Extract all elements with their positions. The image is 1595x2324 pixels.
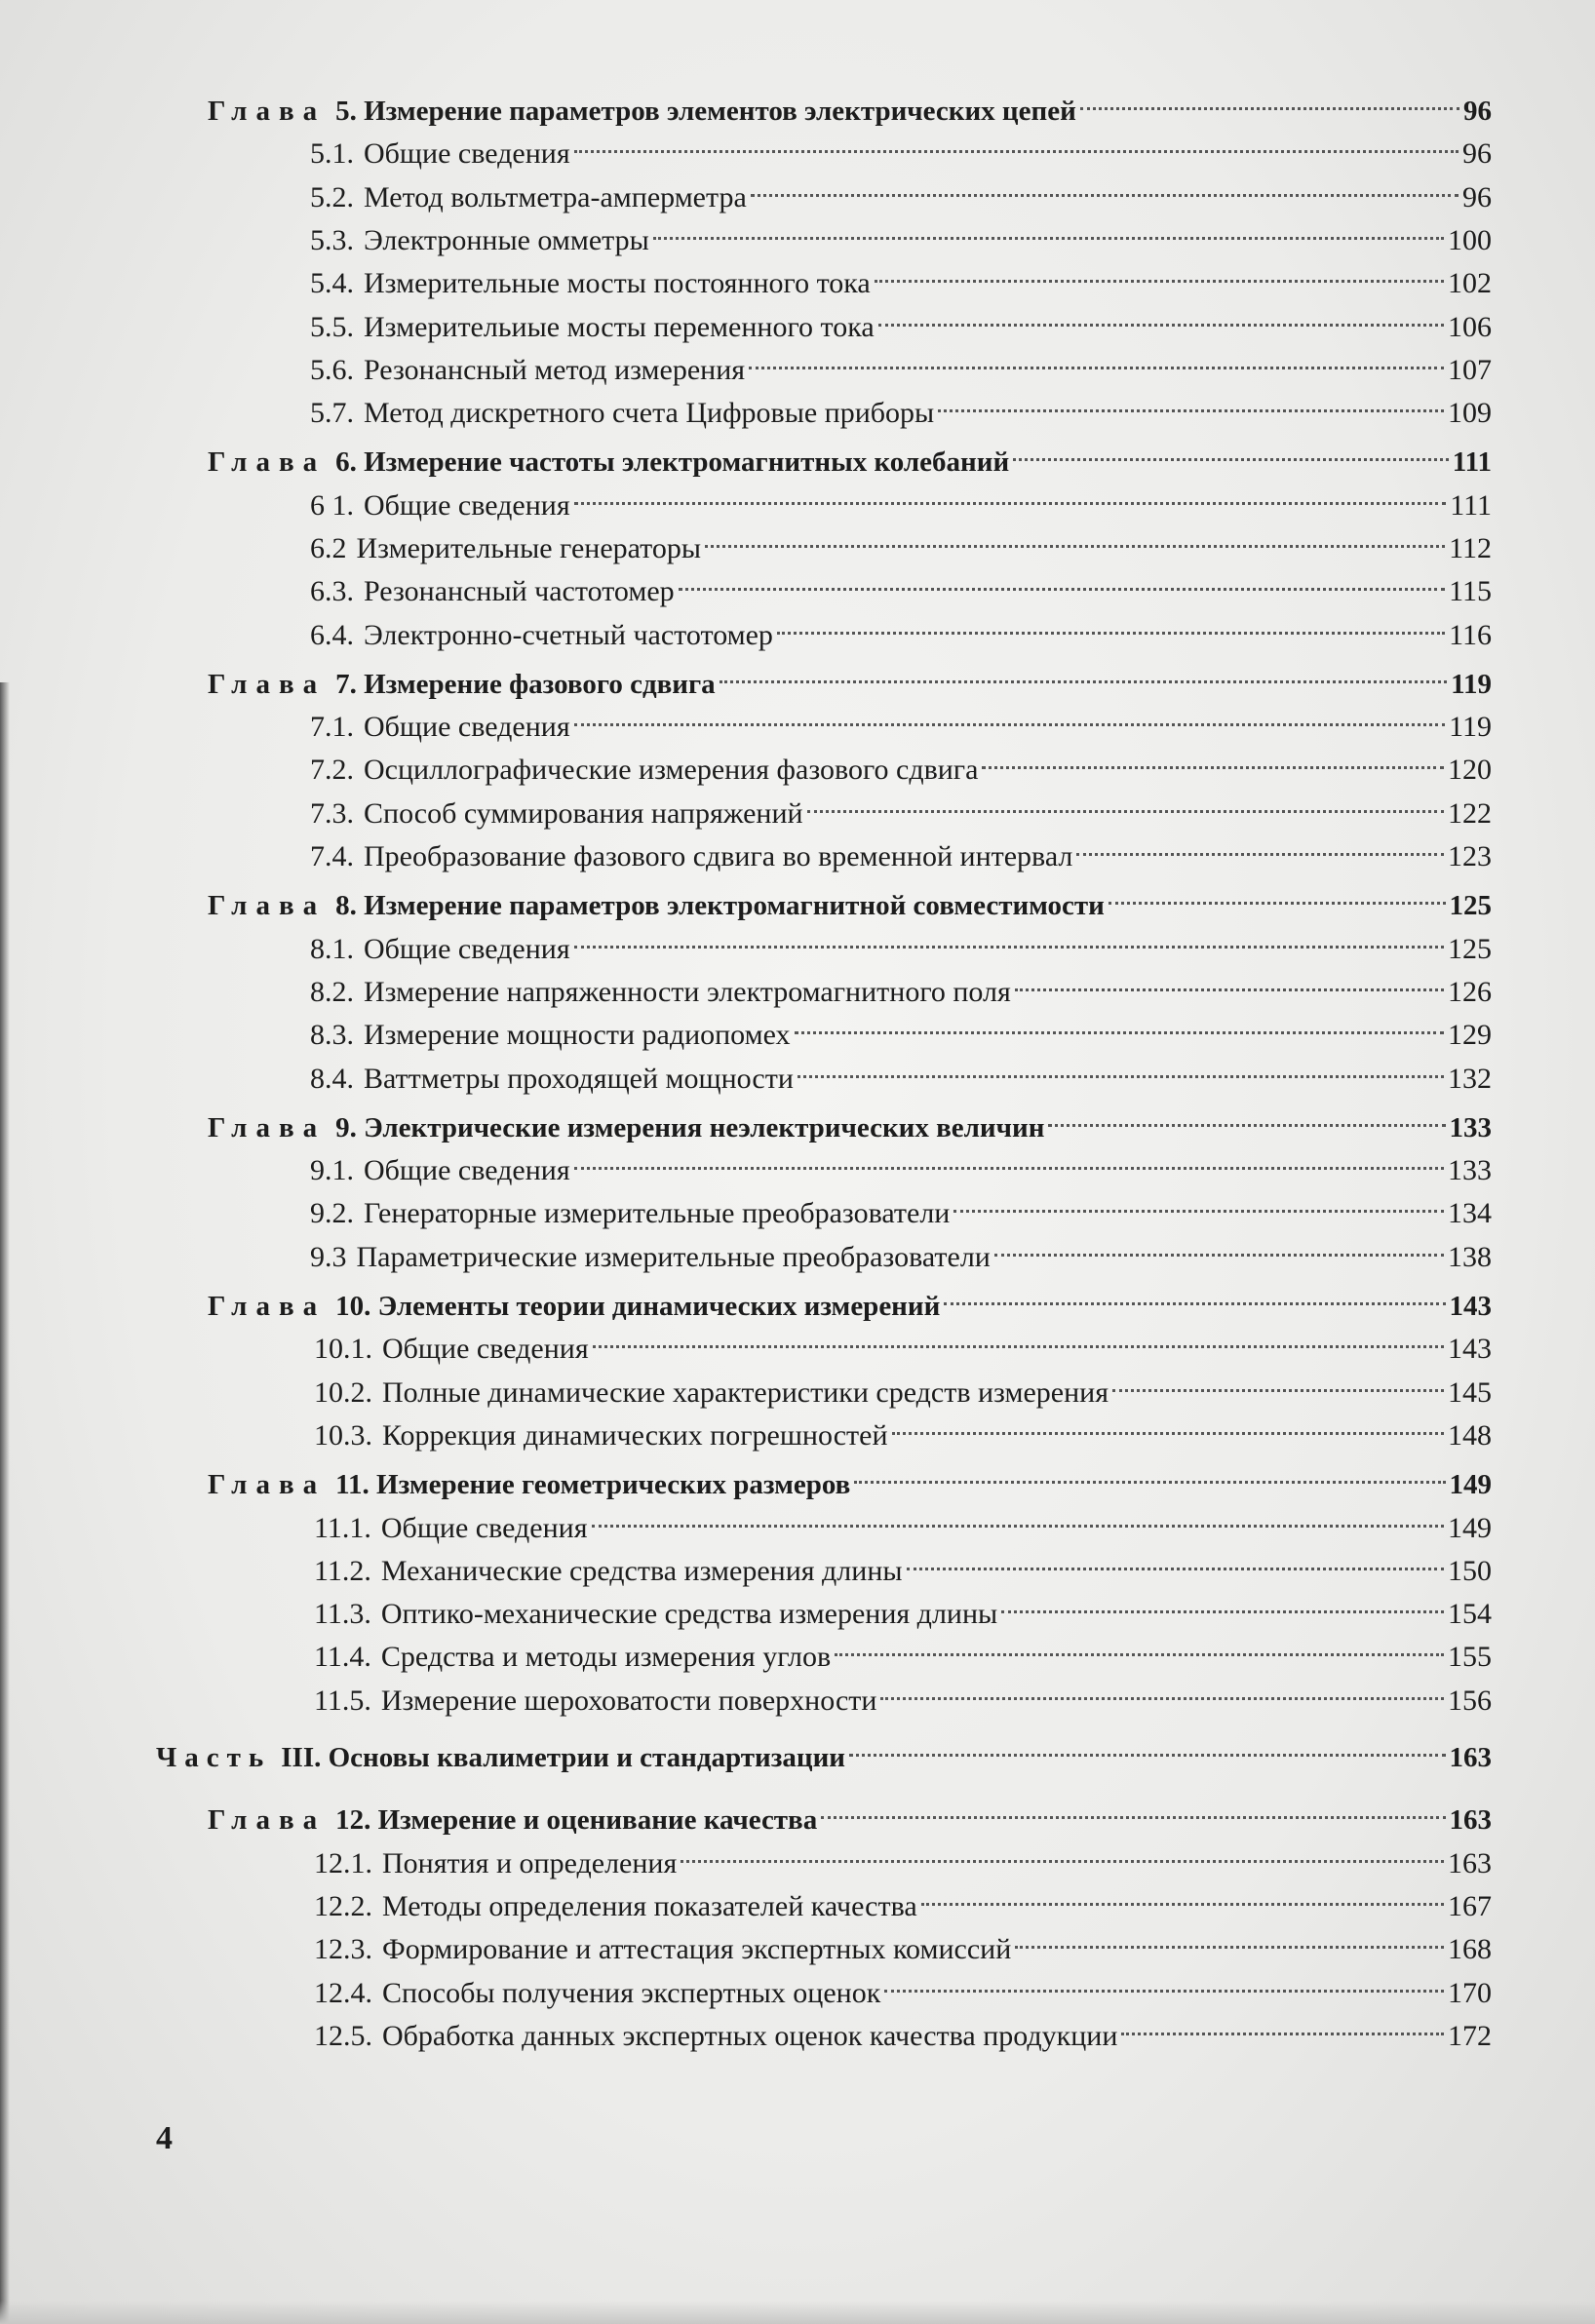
entry-page-number: 138 bbox=[1448, 1241, 1492, 1273]
entry-page-number: 154 bbox=[1448, 1598, 1492, 1630]
page-edge-shadow bbox=[0, 682, 10, 2324]
section-number: 10.3. bbox=[314, 1419, 372, 1452]
entry-title: Электронно-счетный частотомер bbox=[364, 619, 773, 651]
toc-section-entry bbox=[314, 1498, 1492, 1544]
section-number: 9.2. bbox=[310, 1197, 354, 1229]
entry-page-number: 134 bbox=[1448, 1197, 1492, 1229]
toc-section-entry bbox=[310, 253, 1492, 299]
dot-leader bbox=[1080, 81, 1459, 120]
toc-section-entry bbox=[310, 383, 1492, 429]
entry-page-number: 96 bbox=[1462, 181, 1492, 213]
entry-page-number: 163 bbox=[1448, 1847, 1492, 1879]
dot-leader bbox=[1015, 1919, 1444, 1958]
entry-title: Формирование и аттестация экспертных комиссий bbox=[382, 1933, 1012, 1965]
section-number: 5.3. bbox=[310, 224, 354, 256]
dot-leader bbox=[907, 1541, 1444, 1580]
section-number: 12.2. bbox=[314, 1890, 372, 1922]
entry-page-number: 106 bbox=[1448, 311, 1492, 343]
toc-section-entry bbox=[310, 962, 1492, 1008]
chapter-prefix: Глава bbox=[208, 96, 327, 127]
entry-title: Генераторные измерительные преобразователи bbox=[364, 1197, 951, 1229]
entry-page-number: 133 bbox=[1449, 1112, 1492, 1143]
toc-section-entry bbox=[310, 740, 1492, 786]
dot-leader bbox=[944, 1276, 1445, 1315]
dot-leader bbox=[994, 1227, 1444, 1266]
toc-section-entry bbox=[310, 1005, 1492, 1051]
section-number: 10.2. bbox=[314, 1376, 372, 1409]
toc-section-entry bbox=[310, 211, 1492, 256]
section-number: 8.2. bbox=[310, 976, 354, 1008]
entry-title: 8. Измерение параметров электромагнитной совместимости bbox=[335, 890, 1105, 921]
toc-section-entry bbox=[314, 1627, 1492, 1673]
entry-page-number: 129 bbox=[1448, 1019, 1492, 1051]
dot-leader bbox=[749, 340, 1444, 379]
entry-page-number: 170 bbox=[1448, 1977, 1492, 2009]
entry-title: Измерение шероховатости поверхности bbox=[380, 1685, 877, 1717]
toc-section-entry bbox=[314, 1963, 1492, 2009]
section-number: 12.5. bbox=[314, 2020, 372, 2052]
toc-section-entry bbox=[314, 1363, 1492, 1409]
entry-title: Понятия и определения bbox=[382, 1847, 678, 1879]
toc-chapter-entry bbox=[208, 875, 1492, 921]
toc-chapter-entry bbox=[208, 1276, 1492, 1322]
entry-page-number: 123 bbox=[1448, 840, 1492, 872]
entry-title: Механические средства измерения длины bbox=[380, 1555, 903, 1587]
toc-section-entry bbox=[310, 562, 1492, 607]
toc-section-entry bbox=[310, 297, 1492, 343]
section-number: 11.4. bbox=[314, 1641, 371, 1673]
toc-section-entry bbox=[310, 1141, 1492, 1186]
section-number: 8.3. bbox=[310, 1019, 354, 1051]
dot-leader bbox=[854, 1454, 1445, 1493]
entry-title: Общие сведения bbox=[364, 137, 570, 170]
toc-chapter-entry bbox=[208, 1790, 1492, 1836]
dot-leader bbox=[798, 1049, 1444, 1088]
entry-title: Метод вольтметра-амперметра bbox=[364, 181, 747, 213]
dot-leader bbox=[921, 1877, 1444, 1916]
dot-leader bbox=[681, 1834, 1444, 1873]
toc-section-entry bbox=[310, 168, 1492, 213]
toc-chapter-entry bbox=[208, 1098, 1492, 1143]
entry-title: Измерительные генераторы bbox=[356, 532, 702, 564]
dot-leader bbox=[751, 168, 1459, 207]
section-number: 11.2. bbox=[314, 1555, 371, 1587]
toc-part-entry bbox=[156, 1727, 1492, 1773]
entry-title: Измерение мощности радиопомех bbox=[364, 1019, 791, 1051]
entry-title: 7. Измерение фазового сдвига bbox=[335, 669, 716, 700]
dot-leader bbox=[574, 476, 1447, 515]
dot-leader bbox=[653, 211, 1444, 250]
section-number: 5.5. bbox=[310, 311, 354, 343]
entry-page-number: 100 bbox=[1448, 224, 1492, 256]
entry-title: III. Основы квалиметрии и стандартизации bbox=[281, 1742, 845, 1773]
entry-page-number: 163 bbox=[1449, 1804, 1492, 1836]
toc-chapter-entry bbox=[208, 81, 1492, 127]
entry-title: Общие сведения bbox=[364, 489, 570, 522]
chapter-prefix: Глава bbox=[208, 1112, 327, 1143]
section-number: 6.3. bbox=[310, 575, 354, 607]
chapter-prefix: Глава bbox=[208, 890, 327, 921]
entry-title: 12. Измерение и оценивание качества bbox=[335, 1804, 818, 1836]
entry-title: Полные динамические характеристики средств измерения bbox=[382, 1376, 1109, 1409]
entry-page-number: 126 bbox=[1448, 976, 1492, 1008]
entry-title: 5. Измерение параметров элементов электрических цепей bbox=[335, 96, 1076, 127]
section-number: 5.6. bbox=[310, 354, 354, 386]
entry-page-number: 115 bbox=[1449, 575, 1492, 607]
entry-page-number: 120 bbox=[1448, 754, 1492, 786]
section-number: 5.4. bbox=[310, 267, 354, 299]
toc-section-entry bbox=[310, 340, 1492, 386]
entry-page-number: 119 bbox=[1451, 669, 1492, 700]
toc-section-entry bbox=[310, 1227, 1492, 1273]
entry-title: 10. Элементы теории динамических измерений bbox=[335, 1291, 941, 1322]
chapter-prefix: Глава bbox=[208, 446, 327, 478]
entry-title: Общие сведения bbox=[364, 711, 570, 743]
entry-page-number: 149 bbox=[1448, 1512, 1492, 1544]
part-prefix: Часть bbox=[156, 1742, 272, 1773]
dot-leader bbox=[1076, 827, 1444, 866]
entry-title: Метод дискретного счета Цифровые приборы bbox=[364, 397, 935, 429]
entry-page-number: 168 bbox=[1448, 1933, 1492, 1965]
dot-leader bbox=[795, 1005, 1444, 1044]
dot-leader bbox=[679, 562, 1445, 600]
section-number: 12.1. bbox=[314, 1847, 372, 1879]
toc-section-entry bbox=[310, 1049, 1492, 1095]
dot-leader bbox=[592, 1498, 1444, 1537]
toc-section-entry bbox=[314, 1541, 1492, 1587]
dot-leader bbox=[1013, 432, 1449, 471]
entry-page-number: 119 bbox=[1449, 711, 1492, 743]
dot-leader bbox=[1015, 962, 1444, 1001]
entry-page-number: 111 bbox=[1452, 446, 1492, 478]
entry-page-number: 132 bbox=[1448, 1063, 1492, 1095]
entry-page-number: 145 bbox=[1448, 1376, 1492, 1409]
section-number: 8.1. bbox=[310, 933, 354, 965]
entry-title: Общие сведения bbox=[364, 1154, 570, 1186]
entry-title: 9. Электрические измерения неэлектрических величин bbox=[335, 1112, 1045, 1143]
entry-page-number: 125 bbox=[1448, 933, 1492, 965]
toc-chapter-entry bbox=[208, 432, 1492, 478]
entry-title: Резонансный метод измерения bbox=[364, 354, 746, 386]
chapter-prefix: Глава bbox=[208, 1291, 327, 1322]
toc-section-entry bbox=[314, 2006, 1492, 2052]
section-number: 6 1. bbox=[310, 489, 354, 522]
section-number: 7.1. bbox=[310, 711, 354, 743]
section-number: 6.2 bbox=[310, 532, 347, 564]
toc-section-entry bbox=[314, 1406, 1492, 1452]
entry-title: Методы определения показателей качества bbox=[382, 1890, 917, 1922]
entry-title: Обработка данных экспертных оценок качества продукции bbox=[382, 2020, 1118, 2052]
entry-page-number: 167 bbox=[1448, 1890, 1492, 1922]
dot-leader bbox=[982, 740, 1444, 779]
section-number: 9.1. bbox=[310, 1154, 354, 1186]
entry-page-number: 148 bbox=[1448, 1419, 1492, 1452]
chapter-prefix: Глава bbox=[208, 1469, 327, 1500]
section-number: 7.2. bbox=[310, 754, 354, 786]
dot-leader bbox=[878, 297, 1444, 336]
entry-title: Общие сведения bbox=[382, 1333, 589, 1365]
entry-page-number: 109 bbox=[1448, 397, 1492, 429]
dot-leader bbox=[1109, 875, 1446, 914]
toc-section-entry bbox=[310, 919, 1492, 965]
dot-leader bbox=[821, 1790, 1445, 1829]
toc-section-entry bbox=[310, 124, 1492, 170]
entry-title: Измерительиые мосты переменного тока bbox=[364, 311, 875, 343]
entry-title: Способ суммирования напряжений bbox=[364, 797, 803, 830]
entry-page-number: 125 bbox=[1449, 890, 1492, 921]
chapter-prefix: Глава bbox=[208, 669, 327, 700]
dot-leader bbox=[835, 1627, 1444, 1666]
section-number: 6.4. bbox=[310, 619, 354, 651]
toc-section-entry bbox=[314, 1834, 1492, 1879]
entry-page-number: 149 bbox=[1449, 1469, 1492, 1500]
section-number: 11.1. bbox=[314, 1512, 371, 1544]
entry-title: Ваттметры проходящей мощности bbox=[364, 1063, 794, 1095]
dot-leader bbox=[1112, 1363, 1444, 1402]
entry-title: 6. Измерение частоты электромагнитных колебаний bbox=[335, 446, 1010, 478]
entry-title: Оптико-механические средства измерения длины bbox=[380, 1598, 998, 1630]
dot-leader bbox=[1048, 1098, 1445, 1137]
dot-leader bbox=[777, 605, 1445, 644]
toc-chapter-entry bbox=[208, 1454, 1492, 1500]
dot-leader bbox=[875, 253, 1444, 292]
entry-page-number: 143 bbox=[1448, 1333, 1492, 1365]
entry-title: Способы получения экспертных оценок bbox=[382, 1977, 881, 2009]
section-number: 5.7. bbox=[310, 397, 354, 429]
toc-section-entry bbox=[310, 784, 1492, 830]
toc-section-entry bbox=[314, 1319, 1492, 1365]
chapter-prefix: Глава bbox=[208, 1804, 327, 1836]
toc-section-entry bbox=[314, 1671, 1492, 1717]
entry-title: Коррекция динамических погрешностей bbox=[382, 1419, 888, 1452]
dot-leader bbox=[880, 1671, 1444, 1710]
entry-title: Измерительные мосты постоянного тока bbox=[364, 267, 871, 299]
section-number: 5.2. bbox=[310, 181, 354, 213]
entry-title: Осциллографические измерения фазового сдвига bbox=[364, 754, 979, 786]
dot-leader bbox=[574, 1141, 1444, 1180]
entry-title: Общие сведения bbox=[364, 933, 570, 965]
entry-title: 11. Измерение геометрических размеров bbox=[335, 1469, 851, 1500]
toc-section-entry bbox=[310, 1183, 1492, 1229]
entry-title: Измерение напряженности электромагнитного поля bbox=[364, 976, 1011, 1008]
section-number: 12.3. bbox=[314, 1933, 372, 1965]
entry-page-number: 96 bbox=[1462, 137, 1492, 170]
dot-leader bbox=[574, 697, 1445, 736]
section-number: 12.4. bbox=[314, 1977, 372, 2009]
toc-section-entry bbox=[310, 827, 1492, 872]
entry-page-number: 116 bbox=[1449, 619, 1492, 651]
entry-page-number: 112 bbox=[1449, 532, 1492, 564]
section-number: 8.4. bbox=[310, 1063, 354, 1095]
toc-chapter-entry bbox=[208, 654, 1492, 700]
page-number: 4 bbox=[156, 2120, 173, 2156]
entry-page-number: 122 bbox=[1448, 797, 1492, 830]
entry-page-number: 150 bbox=[1448, 1555, 1492, 1587]
dot-leader bbox=[938, 383, 1444, 422]
entry-title: Преобразование фазового сдвига во временной интервал bbox=[364, 840, 1073, 872]
toc-section-entry bbox=[314, 1584, 1492, 1630]
dot-leader bbox=[720, 654, 1447, 693]
dot-leader bbox=[849, 1727, 1446, 1766]
entry-page-number: 107 bbox=[1448, 354, 1492, 386]
dot-leader bbox=[574, 124, 1459, 163]
toc-section-entry bbox=[310, 605, 1492, 651]
section-number: 5.1. bbox=[310, 137, 354, 170]
entry-title: Параметрические измерительные преобразователи bbox=[356, 1241, 991, 1273]
section-number: 7.3. bbox=[310, 797, 354, 830]
section-number: 10.1. bbox=[314, 1333, 372, 1365]
dot-leader bbox=[953, 1183, 1444, 1222]
dot-leader bbox=[892, 1406, 1444, 1445]
entry-page-number: 111 bbox=[1450, 489, 1492, 522]
toc-section-entry bbox=[310, 697, 1492, 743]
section-number: 11.5. bbox=[314, 1685, 371, 1717]
entry-page-number: 156 bbox=[1448, 1685, 1492, 1717]
dot-leader bbox=[574, 919, 1444, 958]
dot-leader bbox=[884, 1963, 1444, 2002]
section-number: 11.3. bbox=[314, 1598, 371, 1630]
section-number: 7.4. bbox=[310, 840, 354, 872]
dot-leader bbox=[1121, 2006, 1444, 2045]
entry-page-number: 172 bbox=[1448, 2020, 1492, 2052]
dot-leader bbox=[807, 784, 1444, 823]
dot-leader bbox=[705, 519, 1445, 558]
entry-page-number: 102 bbox=[1448, 267, 1492, 299]
entry-page-number: 143 bbox=[1449, 1291, 1492, 1322]
entry-page-number: 133 bbox=[1448, 1154, 1492, 1186]
page-bottom-shadow bbox=[0, 2301, 1595, 2324]
toc-section-entry bbox=[314, 1877, 1492, 1922]
toc-section-entry bbox=[310, 519, 1492, 564]
entry-title: Резонансный частотомер bbox=[364, 575, 675, 607]
dot-leader bbox=[593, 1319, 1444, 1358]
entry-title: Средства и методы измерения углов bbox=[380, 1641, 832, 1673]
entry-title: Электронные омметры bbox=[364, 224, 649, 256]
entry-title: Общие сведения bbox=[380, 1512, 588, 1544]
dot-leader bbox=[1001, 1584, 1444, 1623]
entry-page-number: 155 bbox=[1448, 1641, 1492, 1673]
toc-section-entry bbox=[314, 1919, 1492, 1965]
entry-page-number: 96 bbox=[1463, 96, 1492, 127]
entry-page-number: 163 bbox=[1449, 1742, 1492, 1773]
toc-section-entry bbox=[310, 476, 1492, 522]
section-number: 9.3 bbox=[310, 1241, 347, 1273]
